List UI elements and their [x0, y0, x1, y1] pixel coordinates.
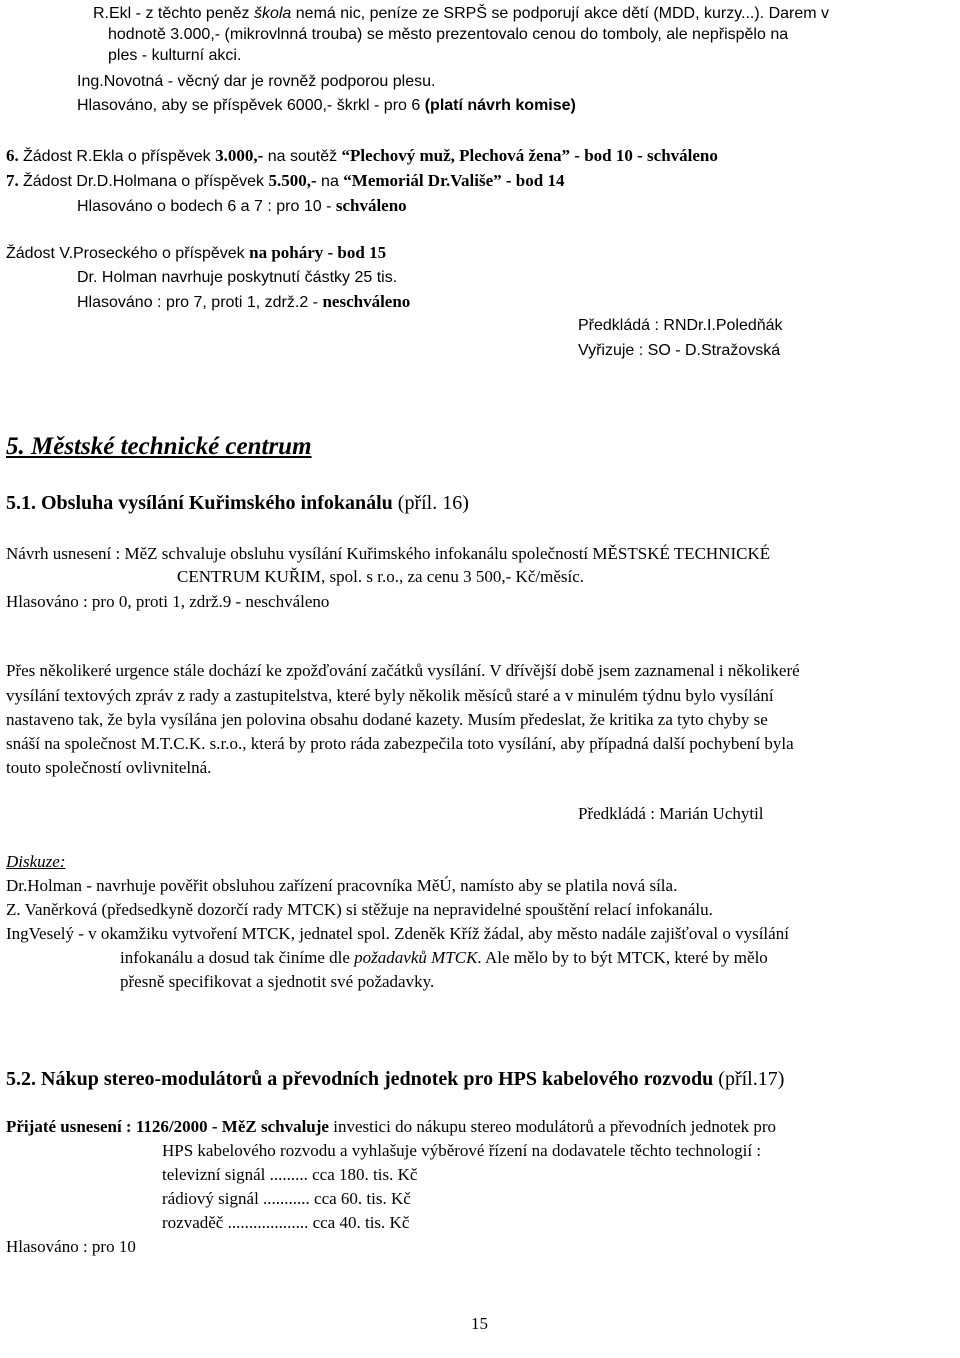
text-line [6, 243, 386, 264]
discussion-line: IngVeselý - v okamžiku vytvoření MTCK, jednatel spol. Zdeněk Kříž žádal, aby město nadále zajišťoval o vysílání [6, 924, 789, 943]
item-number: 6. [6, 146, 23, 165]
paragraph-line: touto společností ovlivnitelná. [6, 758, 212, 777]
text-line [77, 196, 407, 217]
text-line: Hlasováno : pro 0, proti 1, zdrž.9 - neschváleno [6, 592, 330, 611]
text-span: investici do nákupu stereo modulátorů a převodních jednotek pro [328, 1117, 777, 1136]
text-span: infokanálu a dosud tak činíme dle [120, 948, 355, 967]
submitter-line: Předkládá : Marián Uchytil [578, 804, 764, 823]
text-span: (příl. 16) [392, 492, 469, 514]
discussion-line: Dr.Holman - navrhuje pověřit obsluhou zařízení pracovníka MěÚ, namísto aby se platila nová síla. [6, 876, 678, 895]
submitter-line: Předkládá : RNDr.I.Poledňák [578, 317, 783, 334]
text-line [93, 4, 829, 24]
text-span-italic: požadavků MTCK [354, 948, 478, 967]
text-line [77, 96, 576, 116]
tech-item: rozvaděč ................... cca 40. tis. Kč [162, 1213, 410, 1232]
text-span: Žádost R.Ekla o příspěvek [23, 148, 216, 165]
section-title: 5. Městské technické centrum [6, 433, 312, 460]
text-span: R.Ekl - z těchto peněz [93, 5, 254, 22]
item-6 [6, 146, 718, 167]
text-span-italic: škola [253, 5, 292, 22]
discussion-line: přesně specifikovat a sjednotit své požadavky. [120, 972, 435, 991]
text-span: Hlasováno, aby se příspěvek 6000,- škrkl - pro 6 [77, 97, 425, 114]
text-line: hodnotě 3.000,- (mikrovlnná trouba) se město prezentovalo cenou do tomboly, ale nepřispělo na [108, 26, 789, 43]
text-line: ples - kulturní akci. [108, 47, 242, 64]
text-line [77, 292, 410, 313]
text-span: (příl.17) [713, 1068, 785, 1090]
text-span-bold: schvaluje [260, 1117, 329, 1136]
text-span: . Ale mělo by to být MTCK, které by mělo [477, 948, 768, 967]
text-span: 5.2. Nákup stereo-modulátorů a převodních jednotek pro HPS kabelového rozvodu [6, 1068, 714, 1090]
item-number: 7. [6, 171, 23, 190]
text-span-bold: neschváleno [322, 292, 411, 311]
paragraph-line: snáší na společnost M.T.C.K. s.r.o., která by proto ráda zabezpečila toto vysílání, aby případná další pochybení byla [6, 734, 794, 753]
text-span: na soutěž [263, 148, 342, 165]
resolution-line [6, 1117, 776, 1137]
tech-item: televizní signál ......... cca 180. tis. Kč [162, 1165, 418, 1184]
paragraph-line: nastaveno tak, že byla vysílána jen polovina obsahu dodané kazety. Musím předeslat, že kritika za tyto chyby se [6, 710, 768, 729]
paragraph-line: Přes několikeré urgence stále dochází ke zpožďování začátků vysílání. V dřívější době jsem zaznamenal i několikeré [6, 661, 800, 680]
text-span-bold: “Memoriál Dr.Vališe” - bod 14 [343, 171, 565, 190]
text-span-bold: schváleno [335, 196, 407, 215]
text-span: Hlasováno : pro 7, proti 1, zdrž.2 - [77, 294, 323, 311]
tech-item: rádiový signál ........... cca 60. tis. Kč [162, 1189, 411, 1208]
text-span-bold: 3.000,- [215, 146, 264, 165]
text-span-bold: Přijaté usnesení : 1126/2000 - MěZ [6, 1117, 261, 1136]
handler-line: Vyřizuje : SO - D.Stražovská [578, 342, 781, 359]
text-span: 5.1. Obsluha vysílání Kuřimského infokanálu [6, 492, 393, 514]
text-line: Ing.Novotná - věcný dar je rovněž podporou plesu. [77, 73, 436, 90]
text-span-bold: 5.500,- [268, 171, 317, 190]
page-number: 15 [471, 1314, 488, 1333]
text-line: Dr. Holman navrhuje poskytnutí částky 25 tis. [77, 269, 398, 286]
discussion-heading: Diskuze: [6, 852, 66, 871]
vote-line: Hlasováno : pro 10 [6, 1237, 136, 1256]
text-span-bold: (platí návrh komise) [424, 97, 576, 114]
resolution-line: HPS kabelového rozvodu a vyhlašuje výběrové řízení na dodavatele těchto technologií : [162, 1141, 762, 1160]
text-span-bold: na poháry - bod 15 [249, 243, 387, 262]
text-line: CENTRUM KUŘIM, spol. s r.o., za cenu 3 500,- Kč/měsíc. [177, 567, 585, 586]
discussion-line: Z. Vaněrková (předsedkyně dozorčí rady MTCK) si stěžuje na nepravidelné spouštění relací infokanálu. [6, 900, 713, 919]
text-span: Žádost Dr.D.Holmana o příspěvek [23, 173, 269, 190]
item-7 [6, 171, 564, 192]
discussion-line [120, 948, 768, 968]
subsection-title [6, 1067, 784, 1091]
text-span: na [316, 173, 344, 190]
text-span: Hlasováno o bodech 6 a 7 : pro 10 - [77, 198, 336, 215]
subsection-title [6, 491, 469, 515]
text-span: nemá nic, peníze ze SRPŠ se podporují akce dětí (MDD, kurzy...). Darem v [291, 5, 830, 22]
text-line: Návrh usnesení : MěZ schvaluje obsluhu vysílání Kuřimského infokanálu společností MĚSTSKÉ TECHNICKÉ [6, 544, 771, 563]
text-span-bold: “Plechový muž, Plechová žena” - bod 10 - schváleno [341, 146, 718, 165]
paragraph-line: vysílání textových zpráv z rady a zastupitelstva, které byly několik měsíců staré a v minulém týdnu bylo vysílání [6, 686, 774, 705]
text-span: Žádost V.Proseckého o příspěvek [6, 245, 250, 262]
